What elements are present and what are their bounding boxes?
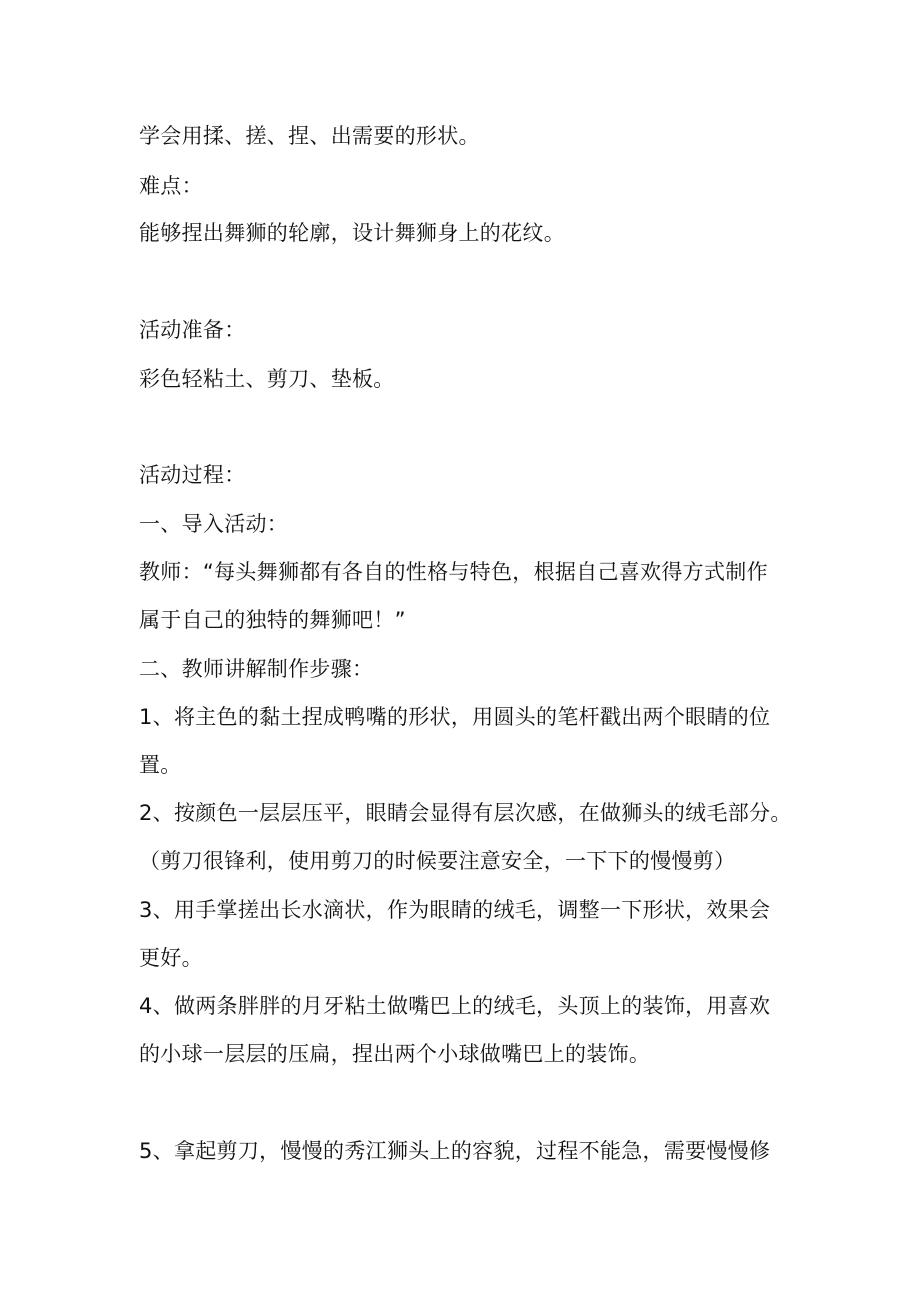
step-4-line-1: 4、做两条胖胖的月牙粘土做嘴巴上的绒毛，头顶上的装饰，用喜欢 xyxy=(139,994,771,1018)
section-heading-steps: 二、教师讲解制作步骤： xyxy=(139,657,374,681)
heading-process: 活动过程： xyxy=(139,463,246,487)
text-line-key-point: 学会用揉、搓、捏、出需要的形状。 xyxy=(139,124,480,148)
text-line-materials: 彩色轻粘土、剪刀、垫板。 xyxy=(139,367,395,391)
step-1-line-2: 置。 xyxy=(139,753,182,777)
heading-preparation: 活动准备： xyxy=(139,318,246,342)
section-heading-intro: 一、导入活动： xyxy=(139,512,289,536)
step-3-line-1: 3、用手掌搓出长水滴状，作为眼睛的绒毛，调整一下形状，效果会 xyxy=(139,898,771,922)
step-4-line-2: 的小球一层层的压扁，捏出两个小球做嘴巴上的装饰。 xyxy=(139,1042,651,1066)
step-2-note: （剪刀很锋利，使用剪刀的时候要注意安全，一下下的慢慢剪） xyxy=(139,849,736,873)
heading-difficulty: 难点： xyxy=(139,174,203,198)
text-line-teacher-quote-cont: 属于自己的独特的舞狮吧！” xyxy=(139,608,406,632)
text-line-difficulty: 能够捏出舞狮的轮廓，设计舞狮身上的花纹。 xyxy=(139,221,565,245)
step-5-line-1: 5、拿起剪刀，慢慢的秀江狮头上的容貌，过程不能急，需要慢慢修 xyxy=(139,1139,771,1163)
step-3-line-2: 更好。 xyxy=(139,946,203,970)
text-line-teacher-quote: 教师：“每头舞狮都有各自的性格与特色，根据自己喜欢得方式制作 xyxy=(139,560,768,584)
step-1-line-1: 1、将主色的黏土捏成鸭嘴的形状，用圆头的笔杆戳出两个眼睛的位 xyxy=(139,705,771,729)
step-2-line-1: 2、按颜色一层层压平，眼睛会显得有层次感，在做狮头的绒毛部分。 xyxy=(139,801,792,825)
